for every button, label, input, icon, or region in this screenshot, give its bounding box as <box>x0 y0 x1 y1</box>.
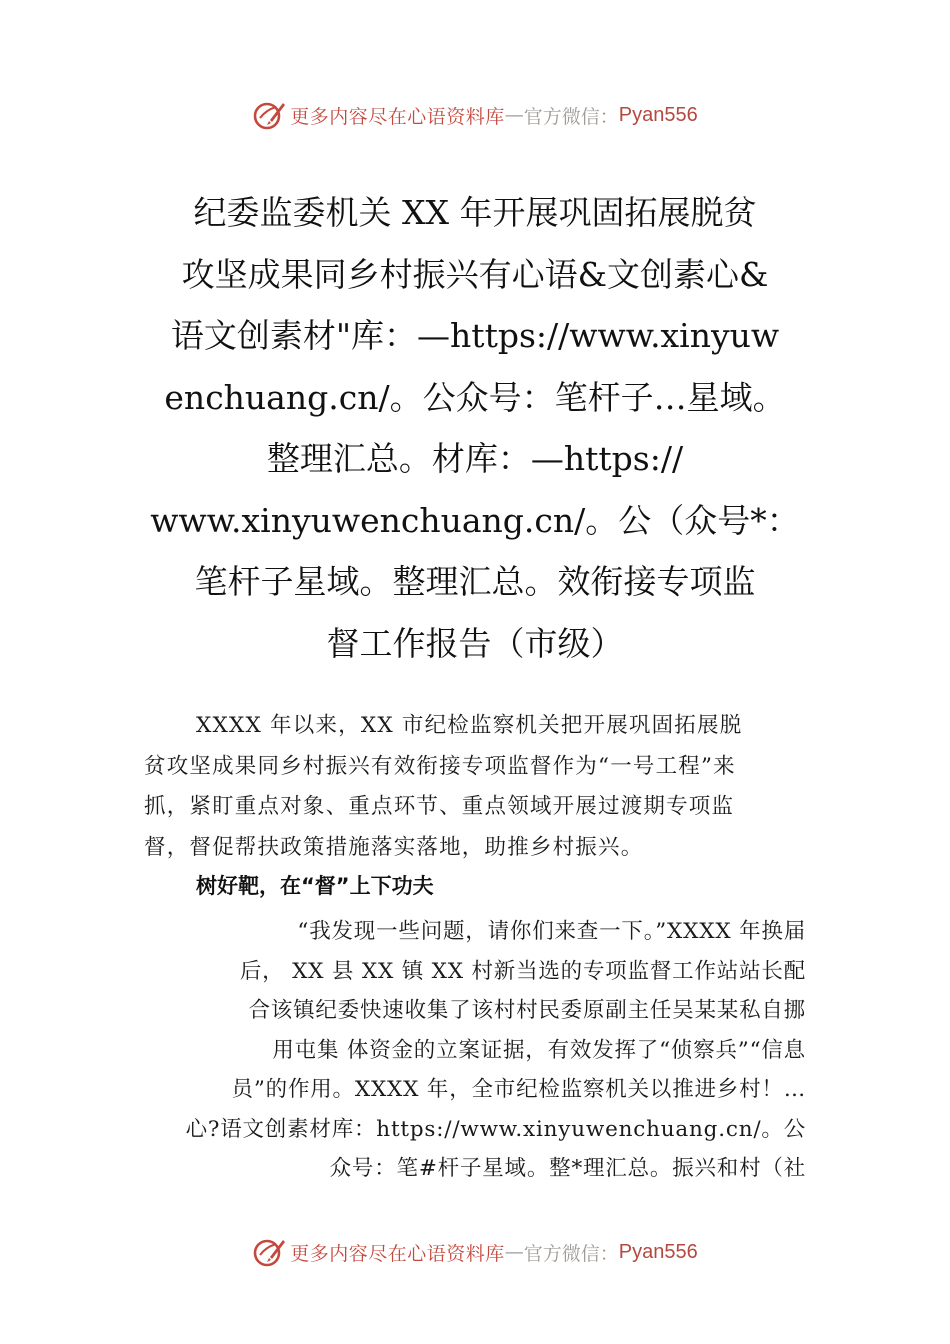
paragraph-line: 心?语文创素材库：https://www.xinyuwenchuang.cn/。公 <box>185 1116 806 1142</box>
pen-logo-icon <box>252 98 286 132</box>
paragraph-case <box>144 912 806 1189</box>
pen-logo-icon <box>252 1235 286 1269</box>
paragraph-line: 众号：笔#杆子星域。整*理汇总。振兴和村（社 <box>329 1156 806 1181</box>
header-banner <box>0 95 950 135</box>
paragraph-line: 督，督促帮扶政策措施落实落地，助推乡村振兴。 <box>144 834 644 860</box>
paragraph-line: XXXX 年以来，XX 市纪检监察机关把开展巩固拓展脱 <box>196 713 743 738</box>
footer-banner <box>0 1232 950 1272</box>
paragraph-intro <box>144 706 806 868</box>
title-line: 督工作报告（市级） <box>326 623 624 663</box>
paragraph-line: 后， XX 县 XX 镇 XX 村新当选的专项监督工作站站长配 <box>239 958 806 984</box>
title-line: 纪委监委机关 XX 年开展巩固拓展脱贫 <box>193 193 757 232</box>
document-title <box>150 182 800 674</box>
paragraph-line: 员”的作用。XXXX 年，全市纪检监察机关以推进乡村！… <box>231 1077 806 1102</box>
banner-main-text: 更多内容尽在心语资料库 <box>290 1242 505 1265</box>
title-line: 语文创素材"库：—https://www.xinyuw <box>170 316 780 355</box>
banner-official-label: 官方微信： <box>523 1242 619 1265</box>
banner-dash: — <box>504 1241 524 1263</box>
paragraph-line: 用屯集 体资金的立案证据，有效发挥了“侦察兵”“信息 <box>272 1037 806 1063</box>
banner-official-label: 官方微信： <box>523 105 619 128</box>
title-line: 整理汇总。材库：—https:// <box>266 439 684 478</box>
paragraph-line: 贫攻坚成果同乡村振兴有效衔接专项监督作为“一号工程”来 <box>144 753 736 779</box>
title-line: 攻坚成果同乡村振兴有心语&文创素心& <box>181 254 769 294</box>
title-line: www.xinyuwenchuang.cn/。公（众号*： <box>150 500 800 540</box>
title-line: 笔杆子星域。整理汇总。效衔接专项监 <box>194 562 756 601</box>
title-line: enchuang.cn/。公众号：笔杆子…星域。 <box>164 377 786 417</box>
banner-wechat-id: Pyan556 <box>618 103 698 126</box>
paragraph-line: 抓，紧盯重点对象、重点环节、重点领域开展过渡期专项监 <box>144 794 735 819</box>
paragraph-line: “我发现一些问题，请你们来查一下。”XXXX 年换届 <box>297 919 806 944</box>
banner-dash: — <box>504 104 524 126</box>
paragraph-line: 合该镇纪委快速收集了该村村民委原副主任吴某某私自挪 <box>248 998 806 1023</box>
banner-main-text: 更多内容尽在心语资料库 <box>290 105 505 128</box>
section-heading: 树好靶，在“督”上下功夫 <box>196 874 434 898</box>
banner-wechat-id: Pyan556 <box>618 1240 698 1263</box>
